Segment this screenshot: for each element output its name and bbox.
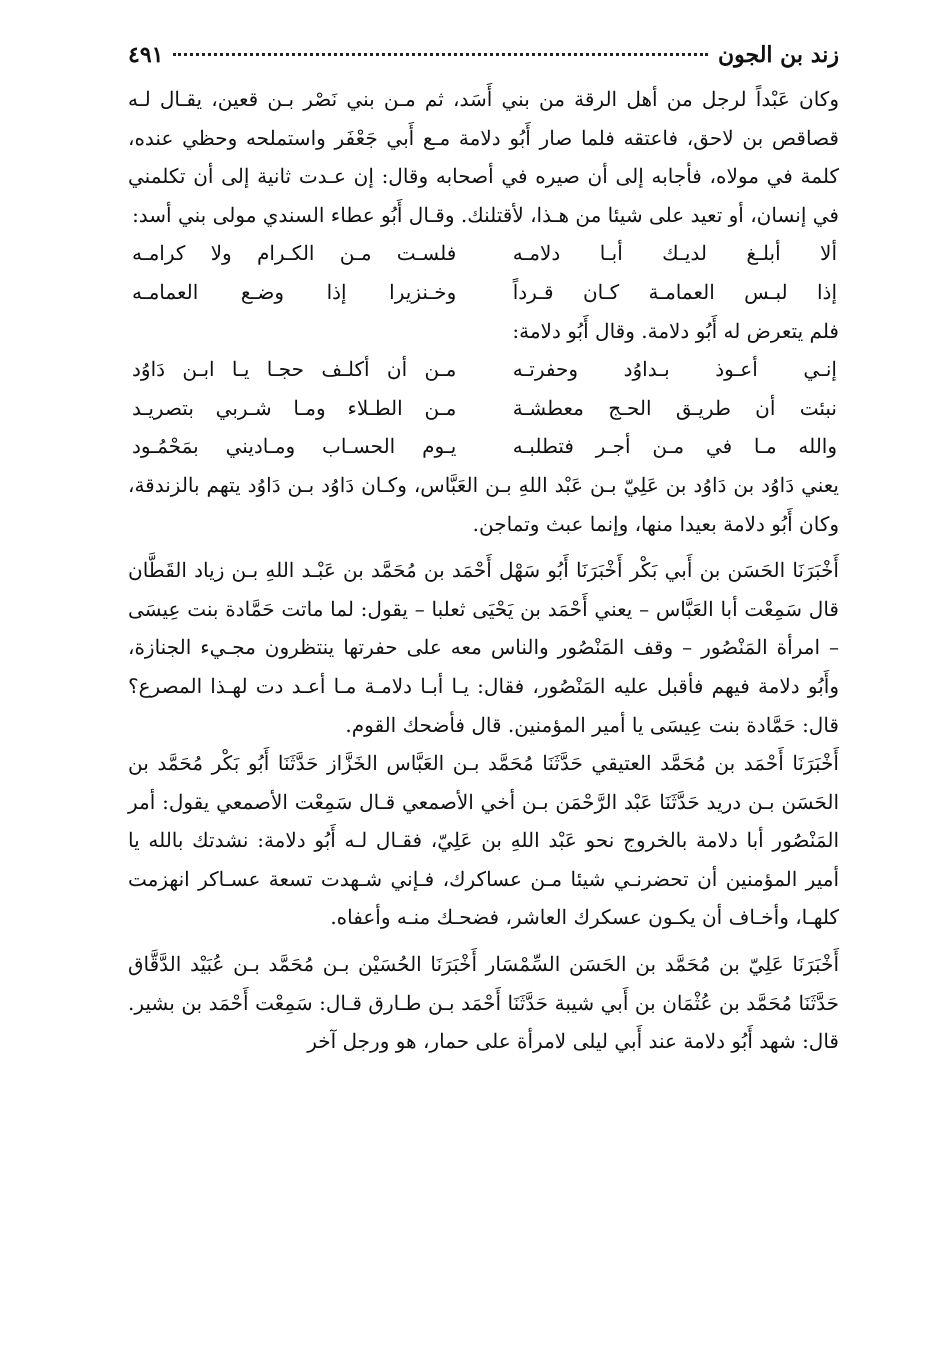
verse-first-hemistich: إنـي أعـوذ بـداوُد وحفرتـه <box>512 357 837 382</box>
verse-first-hemistich: ألا أبلـغ لديـك أبـا دلامـه <box>512 241 837 266</box>
paragraph: أَخْبَرَنَا أَحْمَد بن مُحَمَّد العتيقي حَدَّثَنَا مُحَمَّد بـن العَبَّاس الخَزَّاز حَدَّثَنَا أَبُو بَكْر مُحَمَّد بن الحَسَن بـن دريد حَدَّثَنَا عَبْد الرَّحْمَن بـن أخي الأصمعي قـال سَمِعْت الأصمعي يقول: أمر المَنْصُور أبا دلامة بالخروج نحو عَبْد اللهِ بن عَلِيّ، فقـال لـه أَبُو دلامة: نشدتك بالله يا أمير المؤمنين أن تحضرنـي شيئا مـن عساكرك، فـإني شـهدت تسعة عسـاكر انهزمت كلهـا، وأخـاف أن يكـون عسكرك العاشر، فضحـك منـه وأعفاه. <box>128 751 839 930</box>
header-dot-leader <box>173 53 708 56</box>
paragraph-gap <box>128 543 839 551</box>
poem <box>128 350 839 466</box>
paragraph: وكان عَبْداً لرجل من أهل الرقة من بني أَسَد، ثم مـن بني نَصْر بـن قعين، يقـال لـه قصاقص بن لاحق، فاعتقه فلما صار أَبُو دلامة مـع أَبي جَعْفَر واستملحه وحظي عنده، كلمة في مولاه، فأجابه إلى أن صيره في أصحابه وقال: إن عـدت ثانية إلى أن تكلمني في إنسان، أو تعيد على شيئا من هـذا، لأقتلنك. وقـال أَبُو عطاء السندي مولى بني أسد: <box>128 87 839 227</box>
poem-verse <box>128 273 839 312</box>
paragraph: أَخْبَرَنَا عَلِيّ بن مُحَمَّد بن الحَسَن السِّمْسَار أَخْبَرَنَا الحُسَيْن بـن مُحَمَّد بـن عُبَيْد الدَّقَّاق حَدَّثَنَا مُحَمَّد بن عُثْمَان بن أَبي شيبة حَدَّثَنَا أَحْمَد بـن طـارق قـال: سَمِعْت أَحْمَد بن بشير. قال: شهد أَبُو دلامة عند أَبي ليلى لامرأة على حمار، هو ورجل آخر <box>128 952 839 1054</box>
page-number: ٤٩١ <box>128 42 164 68</box>
paragraph: يعني دَاوُد بن دَاوُد بن عَلِيّ بـن عَبْد اللهِ بـن العَبَّاس، وكـان دَاوُد بـن دَاوُد يتهم بالزندقة، وكان أَبُو دلامة بعيدا منها، وإنما عبث وتماجن. <box>128 472 839 536</box>
poem-verse <box>128 234 839 273</box>
page-body <box>128 80 839 1061</box>
verse-second-hemistich: وخـنزيرا إذا وضـع العمامـه <box>132 279 457 304</box>
running-header <box>128 30 839 80</box>
verse-second-hemistich: فلسـت مـن الكـرام ولا كرامـه <box>132 241 457 266</box>
verse-second-hemistich: مـن أن أكلـف حجـا يـا ابـن دَاوُد <box>132 357 457 382</box>
verse-first-hemistich: إذا لبـس العمامـة كـان قـرداً <box>512 279 837 304</box>
poem <box>128 234 839 311</box>
verse-first-hemistich: والله مـا في مـن أجـر فتطلبـه <box>512 434 837 459</box>
verse-second-hemistich: يـوم الحسـاب ومـاديني بمَحْمُـود <box>132 434 457 459</box>
poem-verse <box>128 427 839 466</box>
verse-first-hemistich: نبئت أن طريـق الحـج معطشـة <box>512 395 837 420</box>
paragraph: فلم يتعرض له أَبُو دلامة. وقال أَبُو دلامة: <box>512 318 839 343</box>
poem-verse <box>128 389 839 428</box>
running-title: زند بن الجون <box>717 42 839 68</box>
paragraph: أَخْبَرَنَا الحَسَن بن أَبي بَكْر أَخْبَرَنَا أَبُو سَهْل أَحْمَد بن مُحَمَّد بن عَبْـد اللهِ بـن زياد القَطَّان قال سَمِعْت أبا العَبَّاس – يعني أَحْمَد بن يَحْيَى ثعلبا – يقول: لما ماتت حَمَّادة بنت عِيسَى – امرأة المَنْصُور – وقف المَنْصُور والناس معه على حفرتها ينتظرون مجـيء الجنازة، وأَبُو دلامة فيهم فأقبل عليه المَنْصُور، فقال: يـا أبـا دلامـة مـا أعـد دت لهـذا المصرع؟ قال: حَمَّادة بنت عِيسَى يا أمير المؤمنين. قال فأضحك القوم. <box>128 558 839 737</box>
poem-verse <box>128 350 839 389</box>
verse-second-hemistich: مـن الطـلاء ومـا شـربي بتصريـد <box>132 395 457 420</box>
paragraph-gap <box>128 937 839 945</box>
